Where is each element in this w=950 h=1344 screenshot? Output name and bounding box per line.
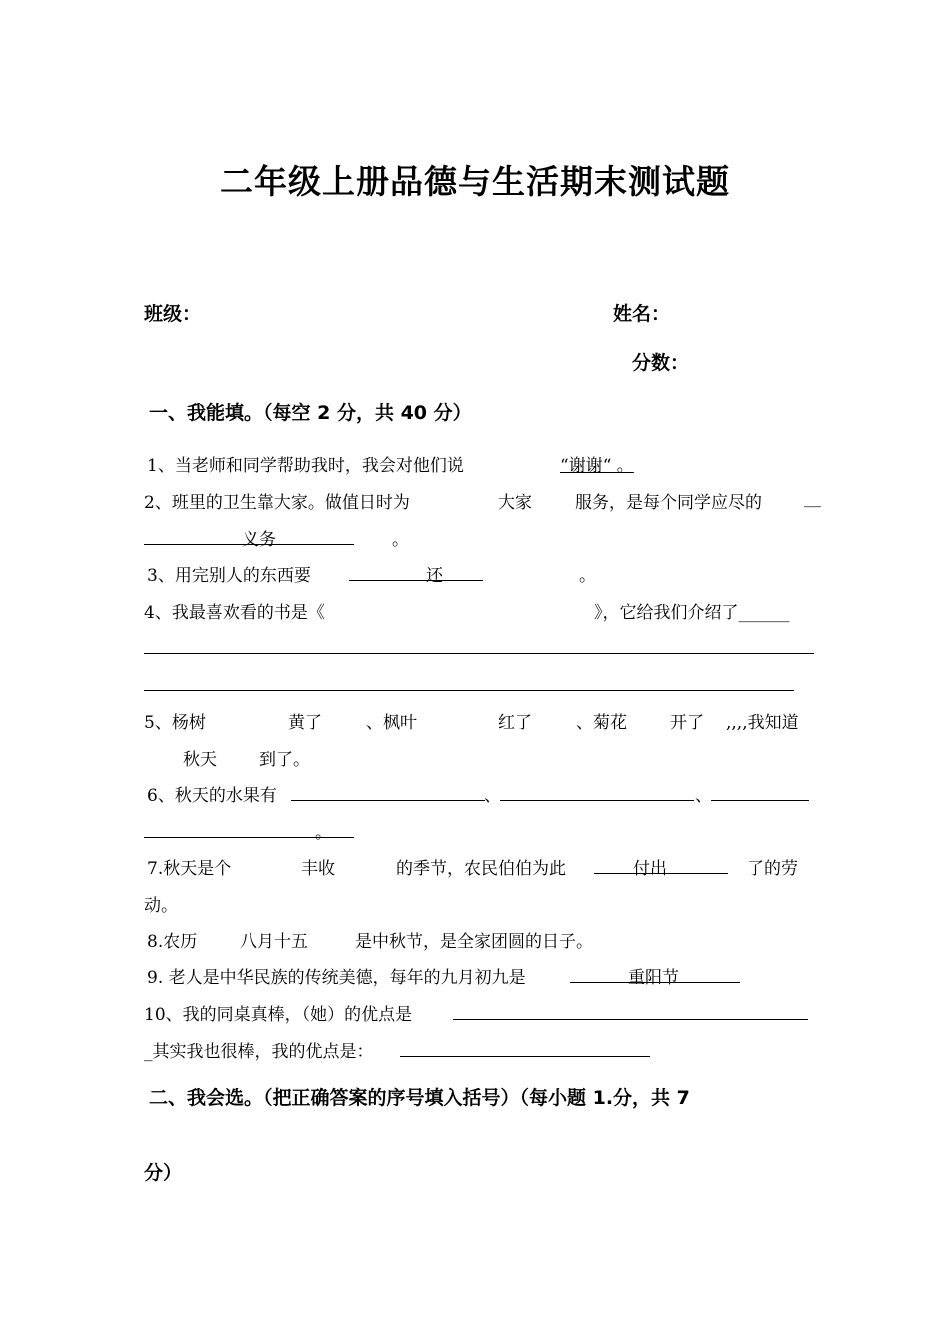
q9-text: 9. 老人是中华民族的传统美德，每年的九月初九是 xyxy=(147,968,526,988)
section1-heading: 一、我能填。（每空 2 分，共 40 分） xyxy=(149,402,472,424)
q5-answer-4: 秋天 xyxy=(183,750,217,770)
q6-blank-3 xyxy=(711,800,809,801)
q5-sep-3: ,,,,我知道 xyxy=(726,713,799,733)
q2-text: 2、班里的卫生靠大家。做值日时为 xyxy=(144,493,410,513)
q4-close: 》，它给我们介绍了______ xyxy=(594,603,790,623)
q8-end: 是中秋节，是全家团圆的日子。 xyxy=(355,932,593,952)
q1-text: 1、当老师和同学帮助我时，我会对他们说 xyxy=(147,456,464,476)
q6-sep-1: 、 xyxy=(484,786,501,806)
q6-blank-1 xyxy=(291,800,485,801)
q5-end: 到了。 xyxy=(259,750,310,770)
q3-text: 3、用完别人的东西要 xyxy=(147,566,311,586)
q10-blank-2 xyxy=(400,1056,650,1057)
q5-answer-1: 黄了 xyxy=(288,713,322,733)
q9-answer: 重阳节 xyxy=(628,968,679,988)
q5-answer-3: 开了 xyxy=(670,713,704,733)
q1-answer: “谢谢“ 。 xyxy=(560,456,634,476)
q6-end: 。 xyxy=(315,823,332,843)
q7-text: 7.秋天是个 xyxy=(147,859,232,879)
score-label: 分数： xyxy=(632,352,690,374)
q2-answer: 义务 xyxy=(242,530,276,550)
section2-heading-cont: 分） xyxy=(144,1162,183,1184)
q7-line2: 动。 xyxy=(144,896,178,916)
q7-middle: 的季节，农民伯伯为此 xyxy=(396,859,566,879)
section2-heading: 二、我会选。（把正确答案的序号填入括号）（每小题 1.分，共 7 xyxy=(149,1087,690,1109)
page-title: 二年级上册品德与生活期末测试题 xyxy=(220,162,730,201)
q5-answer-2: 红了 xyxy=(498,713,532,733)
q5-sep-2: 、菊花 xyxy=(576,713,627,733)
q7-answer-2: 付出 xyxy=(633,859,667,879)
q4-answer-line-2 xyxy=(144,690,794,691)
q5-text: 5、杨树 xyxy=(144,713,206,733)
q2-blank1: 大家 xyxy=(498,493,532,513)
q2-end: 。 xyxy=(392,530,409,550)
q7-end: 了的劳 xyxy=(747,859,798,879)
q6-sep-2: 、 xyxy=(695,786,712,806)
name-label: 姓名： xyxy=(613,303,671,325)
q8-answer: 八月十五 xyxy=(240,932,308,952)
q2-middle: 服务，是每个同学应尽的 xyxy=(575,493,762,513)
q6-text: 6、秋天的水果有 xyxy=(147,786,277,806)
q3-answer-line xyxy=(349,580,483,581)
q3-answer: 还 xyxy=(426,566,443,586)
q3-end: 。 xyxy=(579,566,596,586)
q10-blank-1 xyxy=(453,1019,808,1020)
q10-line2: _其实我也很棒，我的优点是： xyxy=(144,1042,374,1062)
q5-sep-1: 、枫叶 xyxy=(366,713,417,733)
q7-answer-1: 丰收 xyxy=(301,859,335,879)
q8-text: 8.农历 xyxy=(147,932,198,952)
class-label: 班级： xyxy=(144,303,202,325)
q4-answer-line-1 xyxy=(144,653,814,654)
q6-blank-2 xyxy=(500,800,694,801)
q2-tail: __ xyxy=(804,488,821,508)
q10-text: 10、我的同桌真棒，（她）的优点是 xyxy=(144,1005,413,1025)
q4-text: 4、我最喜欢看的书是《 xyxy=(144,603,325,623)
